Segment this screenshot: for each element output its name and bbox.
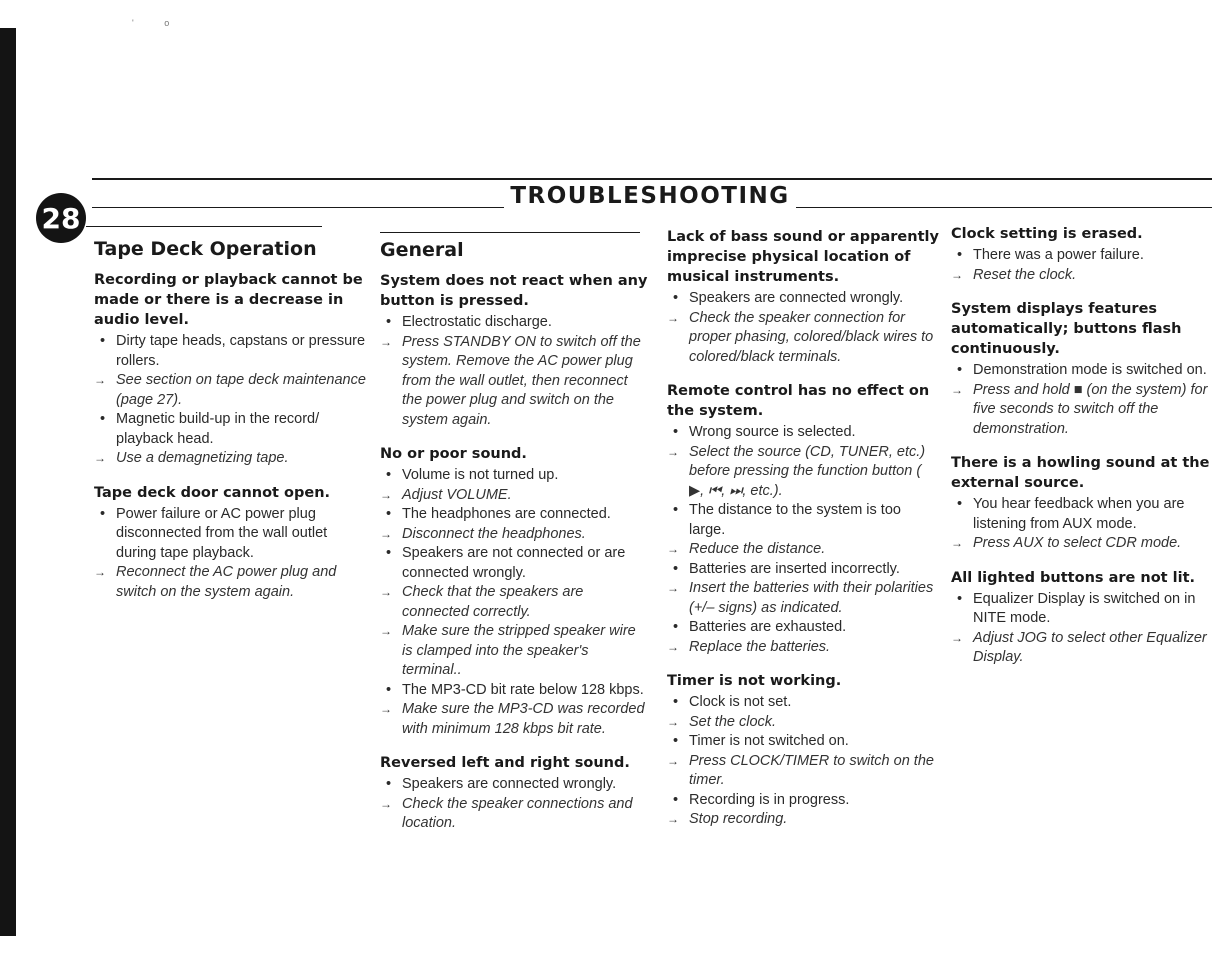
remedy-item <box>951 266 1216 286</box>
bullet-icon: • <box>673 424 679 440</box>
problem-title: Lack of bass sound or apparently imprecise physical location of musical instruments. <box>667 229 939 285</box>
cause-text: You hear feedback when you are listening from AUX mode. <box>973 496 1185 532</box>
arrow-icon: → <box>380 526 392 541</box>
remedy-item <box>667 752 939 791</box>
cause-text: Magnetic build-up in the record/ playback head. <box>116 411 320 447</box>
cause-text: The headphones are connected. <box>402 506 611 522</box>
remedy-item <box>380 583 650 622</box>
problem-entries <box>951 361 1216 439</box>
problem-title: Remote control has no effect on the system. <box>667 383 930 419</box>
problem-title: No or poor sound. <box>380 446 527 462</box>
column-remote-timer <box>667 227 939 844</box>
problem-entries <box>94 332 366 469</box>
problem-entries <box>667 289 939 367</box>
bullet-icon: • <box>673 733 679 749</box>
cause-text: Volume is not turned up. <box>402 467 559 483</box>
arrow-icon: → <box>951 536 963 550</box>
column-general <box>380 232 650 848</box>
cause-item <box>951 495 1216 534</box>
column-clock-display <box>951 224 1216 682</box>
cause-text: Electrostatic discharge. <box>402 314 552 330</box>
remedy-text: Select the source (CD, TUNER, etc.) before pressing the function button ( ▶, ⏮, ⏭, etc.). <box>689 443 926 499</box>
arrow-icon: → <box>667 310 679 325</box>
bullet-icon: • <box>386 776 392 792</box>
bullet-icon: • <box>100 333 106 349</box>
cause-text: Demonstration mode is switched on. <box>973 362 1207 378</box>
remedy-item <box>380 700 650 739</box>
problem-title: There is a howling sound at the external source. <box>951 455 1210 491</box>
remedy-item <box>380 795 650 834</box>
cause-text: Recording is in progress. <box>689 791 850 808</box>
problem-entries <box>380 775 650 834</box>
remedy-text: See section on tape deck maintenance (page 27). <box>116 372 366 408</box>
problem-title: Reversed left and right sound. <box>380 755 630 771</box>
cause-item <box>667 560 939 580</box>
cause-text: There was a power failure. <box>973 247 1144 263</box>
arrow-icon: → <box>667 812 679 826</box>
problem-title: System does not react when any button is pressed. <box>380 273 648 309</box>
problem-title: Timer is not working. <box>667 673 842 689</box>
problem-title: Tape deck door cannot open. <box>94 484 331 501</box>
bullet-icon: • <box>957 247 963 263</box>
cause-text: Equalizer Display is switched on in NITE mode. <box>973 590 1196 626</box>
cause-text: The MP3-CD bit rate below 128 kbps. <box>402 681 644 698</box>
arrow-icon: → <box>951 267 963 282</box>
cause-text: Power failure or AC power plug disconnected from the wall outlet during tape playback. <box>116 505 328 561</box>
problem-entries <box>951 495 1216 554</box>
bullet-icon: • <box>100 411 106 427</box>
arrow-icon: → <box>667 444 679 459</box>
problem-entries <box>667 693 939 830</box>
bullet-icon: • <box>957 590 963 607</box>
arrow-icon: → <box>380 487 392 502</box>
arrow-icon: → <box>94 373 106 387</box>
header-rule-top <box>92 178 1212 180</box>
section-heading: General <box>380 239 464 261</box>
arrow-icon: → <box>94 565 106 579</box>
section-heading: Tape Deck Operation <box>94 238 317 260</box>
remedy-item <box>667 443 939 502</box>
bullet-icon: • <box>673 560 679 577</box>
bullet-icon: • <box>386 545 392 561</box>
problem-title: System displays features automatically; buttons flash continuously. <box>951 301 1182 357</box>
page-edge-bar <box>0 28 16 936</box>
cause-text: The distance to the system is too large. <box>689 502 901 538</box>
remedy-text: Check the speaker connections and location. <box>402 795 633 831</box>
arrow-icon: → <box>380 702 392 716</box>
cause-text: Timer is not switched on. <box>689 733 849 749</box>
remedy-text: Adjust JOG to select other Equalizer Display. <box>973 629 1207 665</box>
remedy-item <box>951 534 1216 554</box>
remedy-item <box>951 629 1216 668</box>
problem-title: All lighted buttons are not lit. <box>951 569 1196 586</box>
remedy-item <box>380 486 650 506</box>
remedy-item <box>380 525 650 545</box>
cause-item <box>380 505 650 525</box>
cause-item <box>951 590 1216 629</box>
cause-item <box>667 732 939 752</box>
remedy-text: Replace the batteries. <box>689 638 831 655</box>
bullet-icon: • <box>957 362 963 378</box>
cause-item <box>380 681 650 701</box>
remedy-text: Adjust VOLUME. <box>402 486 512 503</box>
arrow-icon: → <box>380 624 392 638</box>
arrow-icon: → <box>667 753 679 768</box>
remedy-text: Set the clock. <box>689 713 777 730</box>
cause-item <box>667 289 939 309</box>
bullet-icon: • <box>386 681 392 698</box>
cause-item <box>380 313 650 333</box>
cause-item <box>380 466 650 486</box>
page-title <box>0 183 1230 209</box>
bullet-icon: • <box>673 694 679 710</box>
remedy-text: Press AUX to select CDR mode. <box>973 535 1182 551</box>
remedy-item <box>667 579 939 618</box>
arrow-icon: → <box>94 451 106 465</box>
column-rule <box>380 232 640 233</box>
bullet-icon: • <box>957 496 963 512</box>
arrow-icon: → <box>667 542 679 556</box>
bullet-icon: • <box>673 502 679 518</box>
remedy-text: Check that the speakers are connected correctly. <box>402 584 584 620</box>
page-title-text: TROUBLESHOOTING <box>504 183 795 209</box>
page-number-badge: 28 <box>36 193 86 243</box>
remedy-item <box>667 638 939 658</box>
remedy-item <box>380 622 650 681</box>
cause-item <box>380 544 650 583</box>
cause-text: Clock is not set. <box>689 694 792 710</box>
remedy-text: Reset the clock. <box>973 266 1077 283</box>
cause-item <box>951 246 1216 266</box>
arrow-icon: → <box>667 714 679 729</box>
problem-title: Clock setting is erased. <box>951 226 1143 242</box>
remedy-text: Disconnect the headphones. <box>402 525 586 542</box>
bullet-icon: • <box>386 467 392 483</box>
cause-text: Speakers are not connected or are connected wrongly. <box>402 545 626 581</box>
arrow-icon: → <box>951 382 963 397</box>
remedy-item <box>667 713 939 733</box>
bullet-icon: • <box>673 290 679 306</box>
column-tape-deck <box>94 238 366 616</box>
cause-item <box>94 332 366 371</box>
remedy-text: Check the speaker connection for proper phasing, colored/black wires to colored/black terminals. <box>689 309 934 365</box>
cause-text: Batteries are exhausted. <box>689 619 847 635</box>
remedy-item <box>380 333 650 431</box>
remedy-item <box>667 309 939 368</box>
problem-entries <box>380 466 650 739</box>
problem-entries <box>951 590 1216 668</box>
remedy-text: Make sure the stripped speaker wire is clamped into the speaker's terminal.. <box>402 623 636 678</box>
bullet-icon: • <box>673 791 679 808</box>
bullet-icon: • <box>386 506 392 522</box>
cause-text: Dirty tape heads, capstans or pressure rollers. <box>116 333 366 369</box>
remedy-text: Reduce the distance. <box>689 541 826 557</box>
remedy-text: Reconnect the AC power plug and switch on the system again. <box>116 564 337 600</box>
problem-entries <box>667 423 939 657</box>
cause-text: Batteries are inserted incorrectly. <box>689 560 900 577</box>
remedy-text: Press CLOCK/TIMER to switch on the timer. <box>689 752 934 788</box>
bullet-icon: • <box>100 505 106 522</box>
remedy-item <box>94 563 366 602</box>
cause-item <box>94 410 366 449</box>
remedy-item <box>667 540 939 560</box>
remedy-text: Use a demagnetizing tape. <box>116 450 289 466</box>
remedy-text: Insert the batteries with their polarities (+/– signs) as indicated. <box>689 580 934 616</box>
cause-item <box>667 791 939 811</box>
header-rule-left-short <box>86 226 322 227</box>
remedy-text: Stop recording. <box>689 811 788 827</box>
cause-text: Speakers are connected wrongly. <box>402 776 617 792</box>
bullet-icon: • <box>673 619 679 635</box>
problem-title: Recording or playback cannot be made or there is a decrease in audio level. <box>94 272 363 328</box>
arrow-icon: → <box>380 334 392 349</box>
remedy-text: Press STANDBY ON to switch off the system. Remove the AC power plug from the wall outlet, then reconnect the power plug and switch on the system again. <box>402 333 641 428</box>
remedy-item <box>951 381 1216 440</box>
remedy-text: Make sure the MP3-CD was recorded with minimum 128 kbps bit rate. <box>402 701 645 737</box>
remedy-item <box>94 371 366 410</box>
cause-item <box>667 501 939 540</box>
arrow-icon: → <box>667 639 679 654</box>
cause-item <box>94 505 366 564</box>
problem-entries <box>94 505 366 603</box>
arrow-icon: → <box>380 585 392 599</box>
problem-entries <box>380 313 650 430</box>
arrow-icon: → <box>380 796 392 811</box>
cause-item <box>380 775 650 795</box>
cause-text: Wrong source is selected. <box>689 424 856 440</box>
cause-text: Speakers are connected wrongly. <box>689 290 904 306</box>
scan-marks: ' o <box>132 18 184 28</box>
arrow-icon: → <box>667 581 679 595</box>
remedy-item <box>94 449 366 469</box>
cause-item <box>951 361 1216 381</box>
cause-item <box>667 693 939 713</box>
arrow-icon: → <box>951 630 963 645</box>
bullet-icon: • <box>386 314 392 330</box>
remedy-text: Press and hold ■ (on the system) for five seconds to switch off the demonstration. <box>973 381 1208 437</box>
cause-item <box>667 618 939 638</box>
remedy-item <box>667 810 939 830</box>
problem-entries <box>951 246 1216 285</box>
cause-item <box>667 423 939 443</box>
